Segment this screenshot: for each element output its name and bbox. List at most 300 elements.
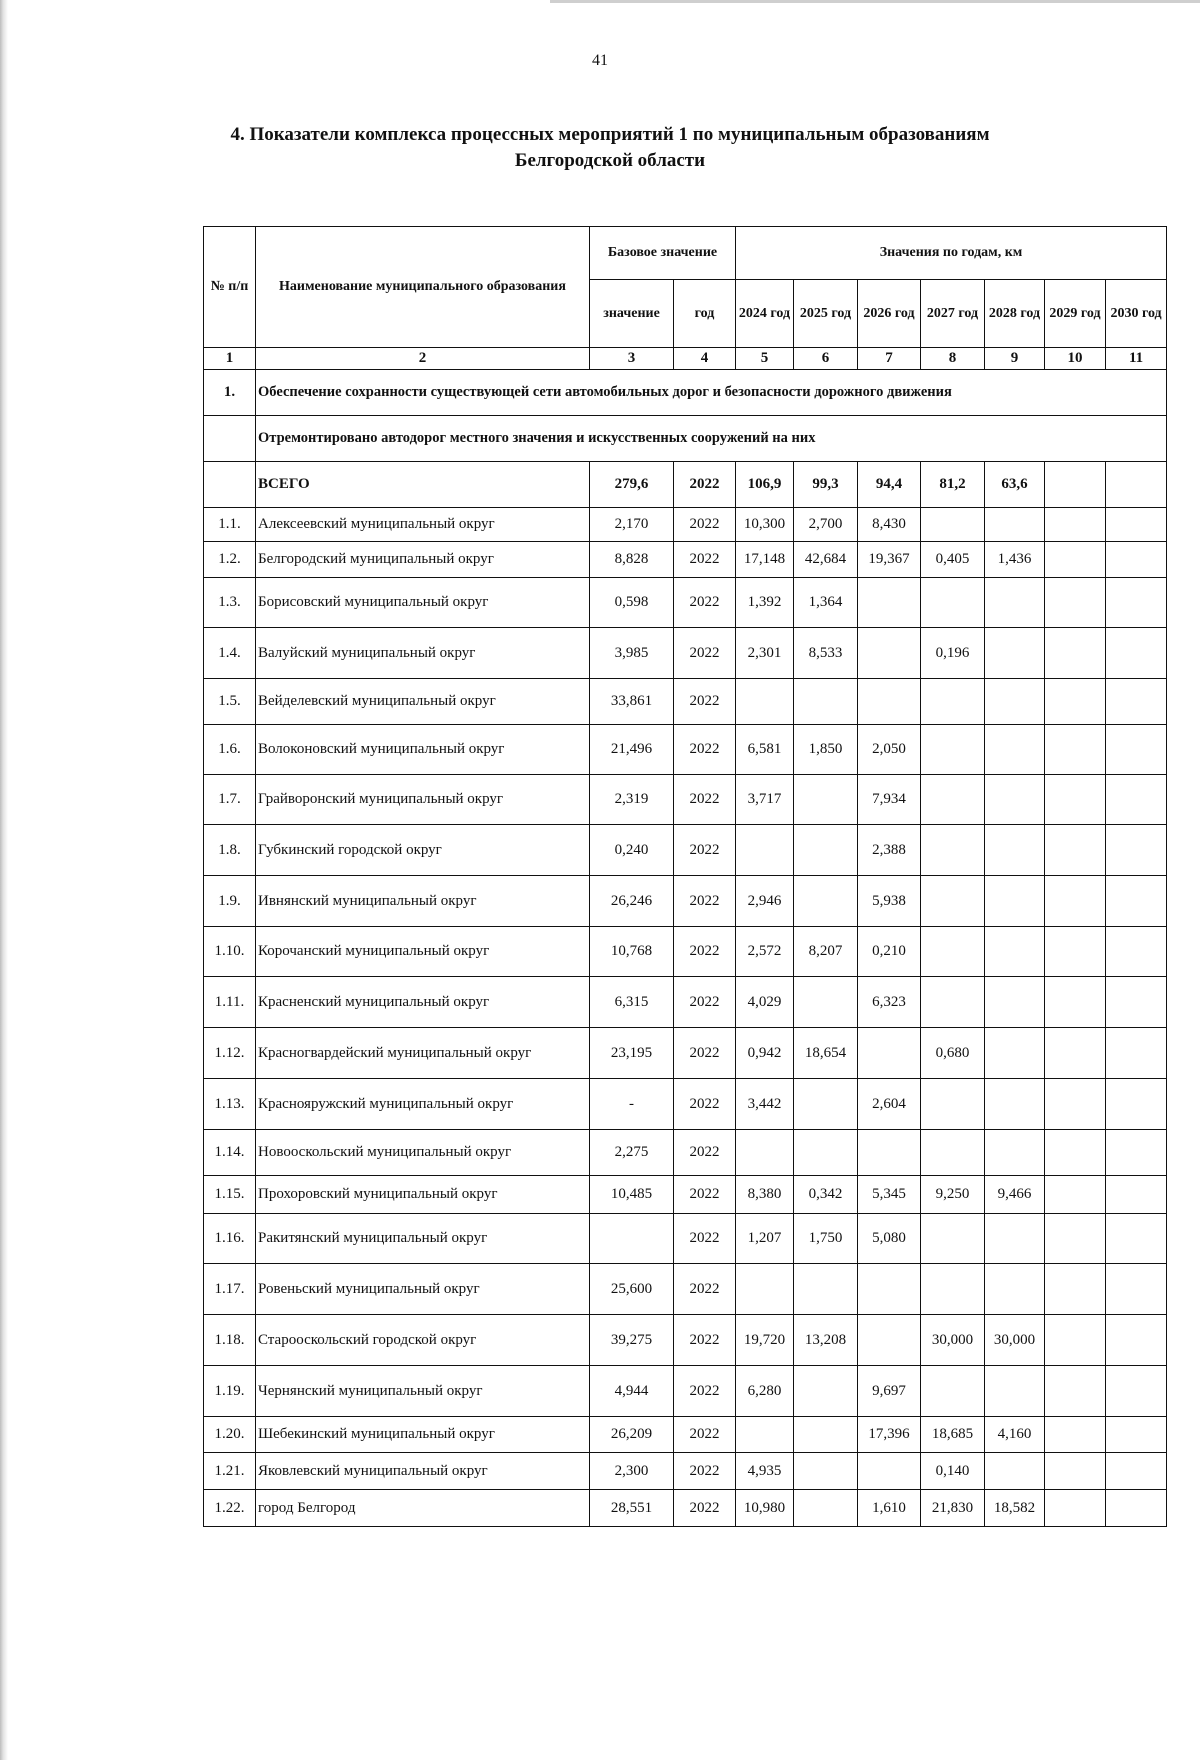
- value-2024: 17,148: [736, 542, 794, 578]
- value-2025: [794, 1366, 858, 1417]
- value-2028: [985, 508, 1045, 542]
- value-2028: [985, 679, 1045, 725]
- municipality-row: [204, 1028, 1167, 1079]
- municipality-name: Белгородский муниципальный округ: [256, 542, 590, 578]
- scan-edge-left: [0, 0, 8, 1760]
- value-2024: [736, 679, 794, 725]
- value-2024: 2,946: [736, 876, 794, 927]
- value-2026: 19,367: [858, 542, 921, 578]
- value-2028: 9,466: [985, 1176, 1045, 1214]
- value-2030: [1106, 578, 1167, 628]
- value-2024: 4,935: [736, 1453, 794, 1490]
- value-2024: 0,942: [736, 1028, 794, 1079]
- base-year: 2022: [674, 1315, 736, 1366]
- base-year: 2022: [674, 876, 736, 927]
- value-2028: [985, 1366, 1045, 1417]
- value-2030: [1106, 876, 1167, 927]
- base-value: 3,985: [590, 628, 674, 679]
- value-2029: [1045, 725, 1106, 775]
- header-base-year: год: [674, 280, 736, 348]
- row-num: 1.15.: [204, 1176, 256, 1214]
- value-2024: 8,380: [736, 1176, 794, 1214]
- value-2030: [1106, 1028, 1167, 1079]
- row-num: 1.12.: [204, 1028, 256, 1079]
- value-2029: [1045, 1176, 1106, 1214]
- row-num: 1.11.: [204, 977, 256, 1028]
- value-2026: [858, 1453, 921, 1490]
- total-value-2024: 106,9: [736, 462, 794, 508]
- base-year: 2022: [674, 1453, 736, 1490]
- header-year-2024: 2024 год: [736, 280, 794, 348]
- value-2027: [921, 679, 985, 725]
- header-year-2028: 2028 год: [985, 280, 1045, 348]
- value-2025: 42,684: [794, 542, 858, 578]
- row-num: 1.10.: [204, 927, 256, 977]
- value-2024: 1,207: [736, 1214, 794, 1264]
- value-2025: [794, 977, 858, 1028]
- municipality-row: [204, 825, 1167, 876]
- base-year: 2022: [674, 1264, 736, 1315]
- base-value: 33,861: [590, 679, 674, 725]
- municipality-row: [204, 508, 1167, 542]
- value-2025: 1,364: [794, 578, 858, 628]
- value-2025: 0,342: [794, 1176, 858, 1214]
- value-2025: [794, 1453, 858, 1490]
- scan-edge-top: [550, 0, 1200, 3]
- total-row: [204, 462, 1167, 508]
- value-2026: 5,345: [858, 1176, 921, 1214]
- value-2026: 1,610: [858, 1490, 921, 1527]
- header-year-2026: 2026 год: [858, 280, 921, 348]
- header-year-2025: 2025 год: [794, 280, 858, 348]
- base-value: 10,485: [590, 1176, 674, 1214]
- base-value: [590, 1214, 674, 1264]
- value-2028: 4,160: [985, 1417, 1045, 1453]
- municipality-row: [204, 578, 1167, 628]
- municipality-row: [204, 1214, 1167, 1264]
- municipality-name: Краснояружский муниципальный округ: [256, 1079, 590, 1130]
- value-2026: 6,323: [858, 977, 921, 1028]
- title-line-1: 4. Показатели комплекса процессных мероприятий 1 по муниципальным образованиям: [230, 124, 990, 145]
- base-year: 2022: [674, 1079, 736, 1130]
- municipality-name: Борисовский муниципальный округ: [256, 578, 590, 628]
- municipality-name: Волоконовский муниципальный округ: [256, 725, 590, 775]
- value-2027: [921, 977, 985, 1028]
- header-years-group: Значения по годам, км: [736, 227, 1167, 280]
- base-value: 26,246: [590, 876, 674, 927]
- base-year: 2022: [674, 927, 736, 977]
- value-2028: [985, 825, 1045, 876]
- base-year: 2022: [674, 628, 736, 679]
- value-2026: 8,430: [858, 508, 921, 542]
- total-base-year: 2022: [674, 462, 736, 508]
- value-2028: [985, 775, 1045, 825]
- row-num: 1.4.: [204, 628, 256, 679]
- value-2030: [1106, 1079, 1167, 1130]
- municipality-name: Красненский муниципальный округ: [256, 977, 590, 1028]
- municipality-row: [204, 725, 1167, 775]
- municipality-name: Красногвардейский муниципальный округ: [256, 1028, 590, 1079]
- total-value-2029: [1045, 462, 1106, 508]
- value-2028: [985, 876, 1045, 927]
- value-2025: 8,207: [794, 927, 858, 977]
- municipality-name: Яковлевский муниципальный округ: [256, 1453, 590, 1490]
- base-value: 0,240: [590, 825, 674, 876]
- col-number: 1: [204, 348, 256, 370]
- value-2026: 7,934: [858, 775, 921, 825]
- section-row: [204, 370, 1167, 416]
- value-2028: [985, 927, 1045, 977]
- col-number: 3: [590, 348, 674, 370]
- value-2027: [921, 1214, 985, 1264]
- header-year-2027: 2027 год: [921, 280, 985, 348]
- header-name: Наименование муниципального образования: [256, 227, 590, 348]
- base-value: 2,170: [590, 508, 674, 542]
- value-2026: 2,604: [858, 1079, 921, 1130]
- value-2028: 18,582: [985, 1490, 1045, 1527]
- municipality-name: Новооскольский муниципальный округ: [256, 1130, 590, 1176]
- col-number: 11: [1106, 348, 1167, 370]
- value-2024: [736, 825, 794, 876]
- col-number: 6: [794, 348, 858, 370]
- row-num: 1.2.: [204, 542, 256, 578]
- municipality-row: [204, 1130, 1167, 1176]
- col-number: 8: [921, 348, 985, 370]
- indicator-row: [204, 416, 1167, 462]
- value-2029: [1045, 1264, 1106, 1315]
- value-2024: 19,720: [736, 1315, 794, 1366]
- header-row-1: [204, 227, 1167, 280]
- value-2030: [1106, 628, 1167, 679]
- base-year: 2022: [674, 775, 736, 825]
- base-year: 2022: [674, 1366, 736, 1417]
- value-2028: [985, 1264, 1045, 1315]
- value-2027: 0,680: [921, 1028, 985, 1079]
- base-value: 25,600: [590, 1264, 674, 1315]
- base-value: 39,275: [590, 1315, 674, 1366]
- col-number: 4: [674, 348, 736, 370]
- value-2025: [794, 1079, 858, 1130]
- value-2024: 2,572: [736, 927, 794, 977]
- base-value: -: [590, 1079, 674, 1130]
- municipality-name: Чернянский муниципальный округ: [256, 1366, 590, 1417]
- value-2024: [736, 1417, 794, 1453]
- value-2029: [1045, 876, 1106, 927]
- value-2030: [1106, 775, 1167, 825]
- base-year: 2022: [674, 1490, 736, 1527]
- value-2024: 10,300: [736, 508, 794, 542]
- document-title: [180, 122, 1040, 174]
- value-2025: [794, 1417, 858, 1453]
- section-title: Обеспечение сохранности существующей сети автомобильных дорог и безопасности дорожного движения: [256, 370, 1167, 416]
- value-2025: [794, 775, 858, 825]
- value-2030: [1106, 1417, 1167, 1453]
- municipality-name: город Белгород: [256, 1490, 590, 1527]
- value-2029: [1045, 679, 1106, 725]
- value-2027: 0,405: [921, 542, 985, 578]
- value-2024: 3,717: [736, 775, 794, 825]
- value-2027: 21,830: [921, 1490, 985, 1527]
- value-2028: [985, 1028, 1045, 1079]
- value-2030: [1106, 679, 1167, 725]
- row-num: 1.8.: [204, 825, 256, 876]
- municipality-name: Прохоровский муниципальный округ: [256, 1176, 590, 1214]
- value-2029: [1045, 1130, 1106, 1176]
- value-2029: [1045, 927, 1106, 977]
- value-2024: [736, 1130, 794, 1176]
- value-2030: [1106, 725, 1167, 775]
- base-value: 23,195: [590, 1028, 674, 1079]
- value-2028: [985, 628, 1045, 679]
- value-2029: [1045, 1079, 1106, 1130]
- municipality-row: [204, 542, 1167, 578]
- value-2027: [921, 775, 985, 825]
- municipality-row: [204, 1453, 1167, 1490]
- value-2030: [1106, 825, 1167, 876]
- municipality-row: [204, 1366, 1167, 1417]
- base-year: 2022: [674, 1417, 736, 1453]
- header-num: № п/п: [204, 227, 256, 348]
- value-2026: 2,388: [858, 825, 921, 876]
- value-2029: [1045, 775, 1106, 825]
- value-2028: [985, 977, 1045, 1028]
- base-value: 10,768: [590, 927, 674, 977]
- row-num: 1.6.: [204, 725, 256, 775]
- value-2024: 6,280: [736, 1366, 794, 1417]
- base-value: 21,496: [590, 725, 674, 775]
- total-value-2028: 63,6: [985, 462, 1045, 508]
- value-2024: 4,029: [736, 977, 794, 1028]
- value-2029: [1045, 1214, 1106, 1264]
- value-2024: 2,301: [736, 628, 794, 679]
- value-2029: [1045, 542, 1106, 578]
- value-2027: [921, 578, 985, 628]
- value-2028: [985, 1214, 1045, 1264]
- value-2027: [921, 825, 985, 876]
- base-year: 2022: [674, 508, 736, 542]
- value-2027: 30,000: [921, 1315, 985, 1366]
- value-2030: [1106, 1366, 1167, 1417]
- row-num: 1.14.: [204, 1130, 256, 1176]
- value-2030: [1106, 1130, 1167, 1176]
- municipality-name: Вейделевский муниципальный округ: [256, 679, 590, 725]
- value-2029: [1045, 508, 1106, 542]
- municipality-row: [204, 679, 1167, 725]
- base-year: 2022: [674, 977, 736, 1028]
- row-num: 1.9.: [204, 876, 256, 927]
- page-number: 41: [592, 52, 608, 69]
- value-2026: [858, 1264, 921, 1315]
- value-2030: [1106, 1453, 1167, 1490]
- municipality-row: [204, 977, 1167, 1028]
- value-2025: [794, 1130, 858, 1176]
- value-2027: 0,196: [921, 628, 985, 679]
- value-2029: [1045, 628, 1106, 679]
- row-num: 1.16.: [204, 1214, 256, 1264]
- value-2024: 10,980: [736, 1490, 794, 1527]
- municipality-name: Старооскольский городской округ: [256, 1315, 590, 1366]
- base-value: 8,828: [590, 542, 674, 578]
- value-2027: 18,685: [921, 1417, 985, 1453]
- municipality-name: Грайворонский муниципальный округ: [256, 775, 590, 825]
- base-value: 0,598: [590, 578, 674, 628]
- total-base-value: 279,6: [590, 462, 674, 508]
- value-2024: 1,392: [736, 578, 794, 628]
- value-2027: 0,140: [921, 1453, 985, 1490]
- row-num: 1.22.: [204, 1490, 256, 1527]
- municipality-row: [204, 628, 1167, 679]
- base-year: 2022: [674, 1176, 736, 1214]
- value-2029: [1045, 1028, 1106, 1079]
- value-2028: [985, 1079, 1045, 1130]
- base-year: 2022: [674, 542, 736, 578]
- value-2026: [858, 1028, 921, 1079]
- section-num: 1.: [204, 370, 256, 416]
- base-year: 2022: [674, 679, 736, 725]
- row-num: 1.18.: [204, 1315, 256, 1366]
- base-value: 2,319: [590, 775, 674, 825]
- value-2024: [736, 1264, 794, 1315]
- value-2028: [985, 1130, 1045, 1176]
- base-value: 26,209: [590, 1417, 674, 1453]
- value-2026: [858, 628, 921, 679]
- value-2030: [1106, 927, 1167, 977]
- value-2030: [1106, 977, 1167, 1028]
- value-2025: 8,533: [794, 628, 858, 679]
- value-2026: 5,938: [858, 876, 921, 927]
- value-2029: [1045, 1490, 1106, 1527]
- value-2030: [1106, 542, 1167, 578]
- municipality-row: [204, 1079, 1167, 1130]
- base-value: 4,944: [590, 1366, 674, 1417]
- value-2030: [1106, 1490, 1167, 1527]
- value-2026: [858, 578, 921, 628]
- municipality-row: [204, 927, 1167, 977]
- municipality-row: [204, 876, 1167, 927]
- municipality-name: Ровеньский муниципальный округ: [256, 1264, 590, 1315]
- municipality-name: Губкинский городской округ: [256, 825, 590, 876]
- base-value: 28,551: [590, 1490, 674, 1527]
- col-number: 9: [985, 348, 1045, 370]
- indicator-title: Отремонтировано автодорог местного значения и искусственных сооружений на них: [256, 416, 1167, 462]
- total-value-2030: [1106, 462, 1167, 508]
- municipality-name: Валуйский муниципальный округ: [256, 628, 590, 679]
- value-2025: 1,750: [794, 1214, 858, 1264]
- value-2028: 30,000: [985, 1315, 1045, 1366]
- total-label: ВСЕГО: [256, 462, 590, 508]
- value-2027: [921, 1264, 985, 1315]
- row-num: 1.5.: [204, 679, 256, 725]
- value-2027: [921, 1366, 985, 1417]
- municipality-name: Корочанский муниципальный округ: [256, 927, 590, 977]
- value-2025: 18,654: [794, 1028, 858, 1079]
- value-2026: [858, 679, 921, 725]
- value-2026: 17,396: [858, 1417, 921, 1453]
- base-year: 2022: [674, 578, 736, 628]
- value-2027: 9,250: [921, 1176, 985, 1214]
- total-value-2027: 81,2: [921, 462, 985, 508]
- col-number: 2: [256, 348, 590, 370]
- value-2029: [1045, 1366, 1106, 1417]
- row-num: 1.1.: [204, 508, 256, 542]
- municipality-row: [204, 1490, 1167, 1527]
- base-value: 2,300: [590, 1453, 674, 1490]
- municipality-row: [204, 1264, 1167, 1315]
- value-2027: [921, 927, 985, 977]
- title-line-2: Белгородской области: [514, 150, 706, 171]
- value-2029: [1045, 578, 1106, 628]
- municipality-row: [204, 1417, 1167, 1453]
- value-2026: 0,210: [858, 927, 921, 977]
- value-2026: 2,050: [858, 725, 921, 775]
- indicators-table: [203, 226, 1167, 1527]
- value-2027: [921, 876, 985, 927]
- base-year: 2022: [674, 1130, 736, 1176]
- value-2026: [858, 1315, 921, 1366]
- value-2027: [921, 508, 985, 542]
- municipality-row: [204, 1176, 1167, 1214]
- value-2025: [794, 825, 858, 876]
- municipality-name: Ивнянский муниципальный округ: [256, 876, 590, 927]
- header-base-value: значение: [590, 280, 674, 348]
- municipality-name: Шебекинский муниципальный округ: [256, 1417, 590, 1453]
- value-2029: [1045, 1453, 1106, 1490]
- base-value: 6,315: [590, 977, 674, 1028]
- total-value-2025: 99,3: [794, 462, 858, 508]
- col-number: 5: [736, 348, 794, 370]
- column-number-row: [204, 348, 1167, 370]
- value-2030: [1106, 508, 1167, 542]
- value-2028: [985, 1453, 1045, 1490]
- base-year: 2022: [674, 1028, 736, 1079]
- total-num-cell: [204, 462, 256, 508]
- municipality-row: [204, 1315, 1167, 1366]
- base-year: 2022: [674, 1214, 736, 1264]
- col-number: 10: [1045, 348, 1106, 370]
- total-value-2026: 94,4: [858, 462, 921, 508]
- table-body: [204, 348, 1167, 1527]
- value-2030: [1106, 1214, 1167, 1264]
- value-2028: 1,436: [985, 542, 1045, 578]
- value-2030: [1106, 1315, 1167, 1366]
- base-year: 2022: [674, 825, 736, 876]
- value-2025: [794, 679, 858, 725]
- row-num: 1.19.: [204, 1366, 256, 1417]
- row-num: 1.7.: [204, 775, 256, 825]
- value-2026: 9,697: [858, 1366, 921, 1417]
- header-year-2029: 2029 год: [1045, 280, 1106, 348]
- value-2025: [794, 876, 858, 927]
- municipality-row: [204, 775, 1167, 825]
- value-2024: 6,581: [736, 725, 794, 775]
- row-num: 1.17.: [204, 1264, 256, 1315]
- base-year: 2022: [674, 725, 736, 775]
- row-num: 1.21.: [204, 1453, 256, 1490]
- municipality-name: Алексеевский муниципальный округ: [256, 508, 590, 542]
- value-2025: 1,850: [794, 725, 858, 775]
- row-num: 1.13.: [204, 1079, 256, 1130]
- value-2026: [858, 1130, 921, 1176]
- value-2027: [921, 1079, 985, 1130]
- value-2029: [1045, 977, 1106, 1028]
- header-year-2030: 2030 год: [1106, 280, 1167, 348]
- value-2030: [1106, 1264, 1167, 1315]
- value-2029: [1045, 825, 1106, 876]
- value-2030: [1106, 1176, 1167, 1214]
- base-value: 2,275: [590, 1130, 674, 1176]
- value-2025: [794, 1264, 858, 1315]
- row-num: 1.3.: [204, 578, 256, 628]
